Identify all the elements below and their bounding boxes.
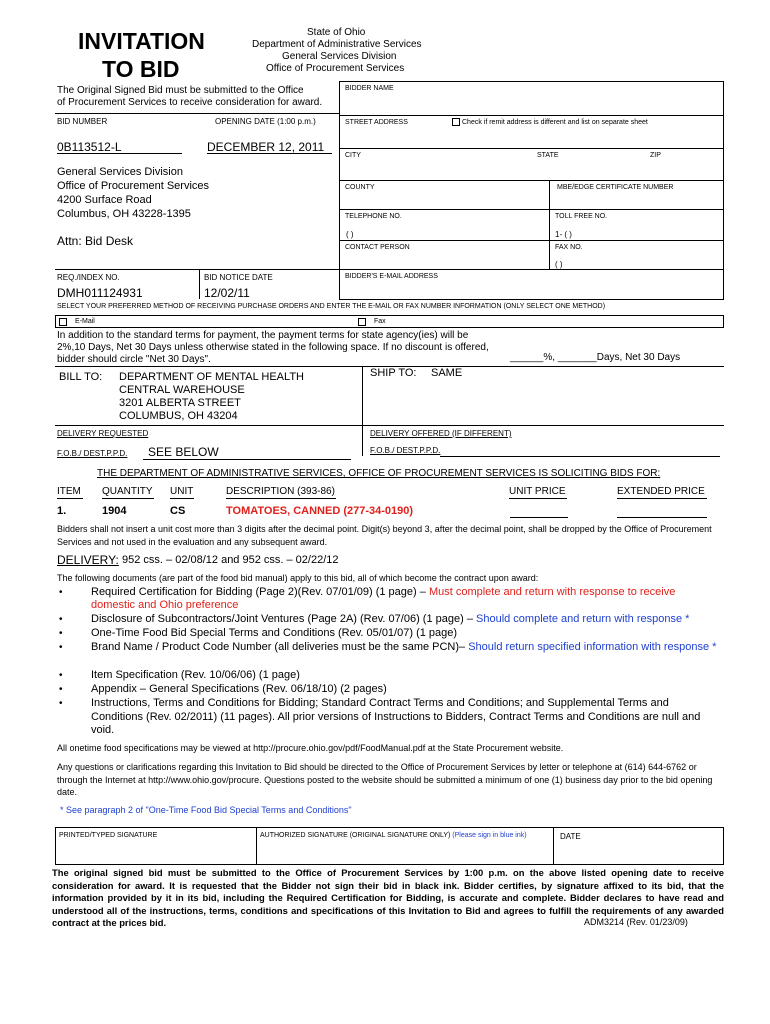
city-label: CITY (345, 152, 361, 159)
item-number: 1. (57, 505, 67, 517)
email-option-label: E-Mail (75, 318, 95, 325)
extended-price-field[interactable] (617, 517, 707, 518)
toll-free-label: TOLL FREE NO. (555, 213, 608, 220)
email-checkbox[interactable] (59, 318, 67, 326)
contact-person-label: CONTACT PERSON (345, 244, 410, 251)
quantity-header: QUANTITY (102, 486, 153, 497)
paragraph-reference: * See paragraph 2 of "One-Time Food Bid Special Terms and Conditions" (60, 805, 352, 815)
fob-label: F.O.B./ DEST.P.P.D. (57, 449, 128, 458)
authorized-signature-field[interactable] (258, 842, 551, 863)
title-line1: INVITATION (78, 28, 205, 54)
bill-to-line1: DEPARTMENT OF MENTAL HEALTH (119, 371, 304, 383)
remit-address-label: Check if remit address is different and list on separate sheet (462, 119, 648, 126)
agency-line3: General Services Division (282, 51, 397, 62)
bid-notice-value: 12/02/11 (204, 286, 250, 300)
authorized-signature-text: AUTHORIZED SIGNATURE (ORIGINAL SIGNATURE ONLY) (260, 832, 453, 839)
doc-bullet-6: • (59, 684, 63, 695)
soliciting-heading: THE DEPARTMENT OF ADMINISTRATIVE SERVICES, OFFICE OF PROCUREMENT SERVICES IS SOLICITING BIDS FOR: (97, 468, 661, 479)
ship-to-value: SAME (431, 367, 463, 379)
doc-item-1 (91, 586, 721, 612)
attn: Attn: Bid Desk (57, 234, 134, 248)
bid-notice-label: BID NOTICE DATE (204, 273, 273, 282)
bill-to-line4: COLUMBUS, OH 43204 (119, 410, 238, 422)
item-header: ITEM (57, 486, 81, 497)
opening-date: DECEMBER 12, 2011 (207, 140, 325, 154)
authorized-signature-label (260, 832, 527, 839)
terms-line1: In addition to the standard terms for payment, the payment terms for state agency(ies) will be (57, 330, 469, 341)
delivery-schedule-label: DELIVERY: (57, 553, 119, 567)
req-index-value: DMH011124931 (57, 286, 143, 300)
mbe-certificate-label: MBE/EDGE CERTIFICATE NUMBER (557, 184, 674, 191)
unit-price-field[interactable] (510, 517, 568, 518)
doc-bullet-7: • (59, 698, 63, 709)
doc-item-4-text: Brand Name / Product Code Number (all deliveries must be the same PCN)– (91, 641, 469, 653)
fax-area-code: ( ) (555, 260, 563, 269)
doc-item-1-text: Required Certification for Bidding (Page 2)(Rev. 07/01/09) (1 page) – (91, 586, 429, 598)
doc-item-6-text: Appendix – General Specifications (Rev. 06/18/10) (2 pages) (91, 683, 387, 695)
submit-note-line2: of Procurement Services to receive consideration for award. (57, 97, 323, 108)
bidder-name-field[interactable] (341, 95, 722, 113)
delivery-requested-label: DELIVERY REQUESTED (57, 429, 149, 438)
item-unit: CS (170, 505, 186, 517)
terms-line2: 2%,10 Days, Net 30 Days unless otherwise stated in the following space. If no discount is offered, (57, 342, 489, 353)
unit-header: UNIT (170, 486, 194, 497)
req-index-label: REQ./INDEX NO. (57, 273, 120, 282)
ship-to-label: SHIP TO: (370, 367, 417, 379)
address-line1: General Services Division (57, 166, 183, 178)
method-box (55, 315, 724, 328)
questions-note: Any questions or clarifications regarding this Invitation to Bid should be directed to the Office of Procurement Services by letter or telephone at (614) 644-6762 or through the Internet at http://www.ohio.gov/procure. Questions posted to the website should be submitted a minimum of one (1) business day prior to the bid opening date. (57, 762, 713, 797)
doc-item-2-text: Disclosure of Subcontractors/Joint Ventures (Page 2A) (Rev. 07/06) (1 page) – (91, 613, 476, 625)
bill-to-label: BILL TO: (59, 371, 103, 383)
title-line2: TO BID (102, 56, 180, 82)
fax-option-label: Fax (374, 318, 386, 325)
doc-item-3 (91, 627, 721, 640)
item-quantity: 1904 (102, 505, 127, 517)
street-address-label: STREET ADDRESS (345, 119, 408, 126)
doc-bullet-2: • (59, 614, 63, 625)
zip-label: ZIP (650, 152, 661, 159)
address-line2: Office of Procurement Services (57, 180, 210, 192)
item-description: TOMATOES, CANNED (277-34-0190) (226, 505, 414, 517)
fax-no-label: FAX NO. (555, 244, 583, 251)
doc-item-1-note: Must complete and return with response to receive domestic and Ohio preference (91, 586, 676, 611)
agency-line1: State of Ohio (307, 27, 366, 38)
address-line3: 4200 Surface Road (57, 194, 152, 206)
printed-signature-label: PRINTED/TYPED SIGNATURE (59, 832, 158, 839)
doc-item-3-text: One-Time Food Bid Special Terms and Conditions (Rev. 05/01/07) (1 page) (91, 627, 458, 639)
doc-item-6 (91, 683, 721, 696)
date-label: DATE (560, 832, 581, 841)
fob-value: SEE BELOW (148, 445, 219, 459)
doc-item-5 (91, 669, 721, 682)
form-number: ADM3214 (Rev. 01/23/09) (584, 917, 688, 927)
county-label: COUNTY (345, 184, 375, 191)
blue-ink-note: (Please sign in blue ink) (452, 832, 527, 839)
fax-checkbox[interactable] (358, 318, 366, 326)
unit-price-header: UNIT PRICE (509, 486, 566, 497)
doc-bullet-1: • (59, 587, 63, 598)
method-instruction: SELECT YOUR PREFERRED METHOD OF RECEIVING PURCHASE ORDERS AND ENTER THE E-MAIL OR FAX NUMBER INFORMATION (ONLY SELECT ONE METHOD) (57, 303, 606, 310)
agency-line2: Department of Administrative Services (252, 39, 422, 50)
telephone-label: TELEPHONE NO. (345, 213, 402, 220)
fob-label-offered: F.O.B./ DEST.P.P.D. (370, 446, 441, 455)
delivery-schedule-value: 952 css. – 02/08/12 and 952 css. – 02/22/12 (122, 554, 339, 566)
doc-item-7-text: Instructions, Terms and Conditions for Bidding; Standard Contract Terms and Conditions; and Supplemental Terms and Conditions (Rev. 02/2011) (11 pages). All prior versions of Instructions to Bidders, Contract Terms and Conditions are null and void. (91, 697, 701, 736)
specs-note: All onetime food specifications may be viewed at http://procure.ohio.gov/pdf/FoodManual.pdf at the State Procurement website. (57, 743, 564, 753)
toll-free-area-code: 1- ( ) (555, 230, 572, 239)
address-line4: Columbus, OH 43228-1395 (57, 208, 191, 220)
delivery-offered-label: DELIVERY OFFERED (IF DIFFERENT) (370, 429, 512, 438)
doc-item-5-text: Item Specification (Rev. 10/06/06) (1 page) (91, 669, 300, 681)
description-header: DESCRIPTION (393-86) (226, 486, 335, 497)
doc-item-4 (91, 641, 721, 654)
terms-line3: bidder should circle "Net 30 Days". (57, 354, 211, 365)
telephone-area-code: ( ) (346, 230, 354, 239)
terms-discount-fill[interactable]: ______%, _______Days, Net 30 Days (510, 352, 681, 363)
bidders-note: Bidders shall not insert a unit cost more than 3 digits after the decimal point. Digit(s) beyond 3, after the decimal point, shall be dropped by the Office of Procurement Services and not used in the evaluation and any subsequent award. (57, 524, 712, 547)
date-field[interactable] (555, 842, 722, 863)
bid-number: 0B113512-L (57, 140, 122, 154)
state-label: STATE (537, 152, 559, 159)
agency-line4: Office of Procurement Services (266, 63, 405, 74)
bidder-email-label: BIDDER'S E-MAIL ADDRESS (345, 273, 438, 280)
bill-to-line2: CENTRAL WAREHOUSE (119, 384, 245, 396)
extended-price-header: EXTENDED PRICE (617, 486, 705, 497)
doc-bullet-4: • (59, 642, 63, 653)
doc-bullet-3: • (59, 628, 63, 639)
opening-date-label: OPENING DATE (1:00 p.m.) (215, 117, 316, 126)
printed-signature-field[interactable] (57, 842, 254, 863)
documents-intro: The following documents (are part of the food bid manual) apply to this bid, all of which become the contract upon award: (57, 573, 539, 583)
bidder-name-label: BIDDER NAME (345, 85, 394, 92)
doc-item-2 (91, 613, 721, 626)
bid-number-label: BID NUMBER (57, 117, 108, 126)
doc-item-2-note: Should complete and return with response * (476, 613, 690, 625)
footer-text: The original signed bid must be submitted to the Office of Procurement Services by 1:00 p.m. on the above listed opening date to receive consideration for award. It is requested that the Bidder not sign their bid in black ink. Bidder certifies, by signature affixed to its bid, that the information provided by it in its bid, including the Required Certification for Bidding, is accurate and complete. Bidder declares to have read and understood all of the instructions, terms, conditions and specifications of this Invitation to Bid and agrees to fulfill the requirements of any awarded contract at the prices bid. (52, 867, 724, 928)
doc-item-4-note: Should return specified information with response * (468, 641, 717, 653)
doc-bullet-5: • (59, 670, 63, 681)
doc-item-7 (91, 697, 716, 738)
submit-note-line1: The Original Signed Bid must be submitted to the Office (57, 85, 304, 96)
bill-to-line3: 3201 ALBERTA STREET (119, 397, 241, 409)
remit-address-checkbox[interactable] (452, 118, 460, 126)
